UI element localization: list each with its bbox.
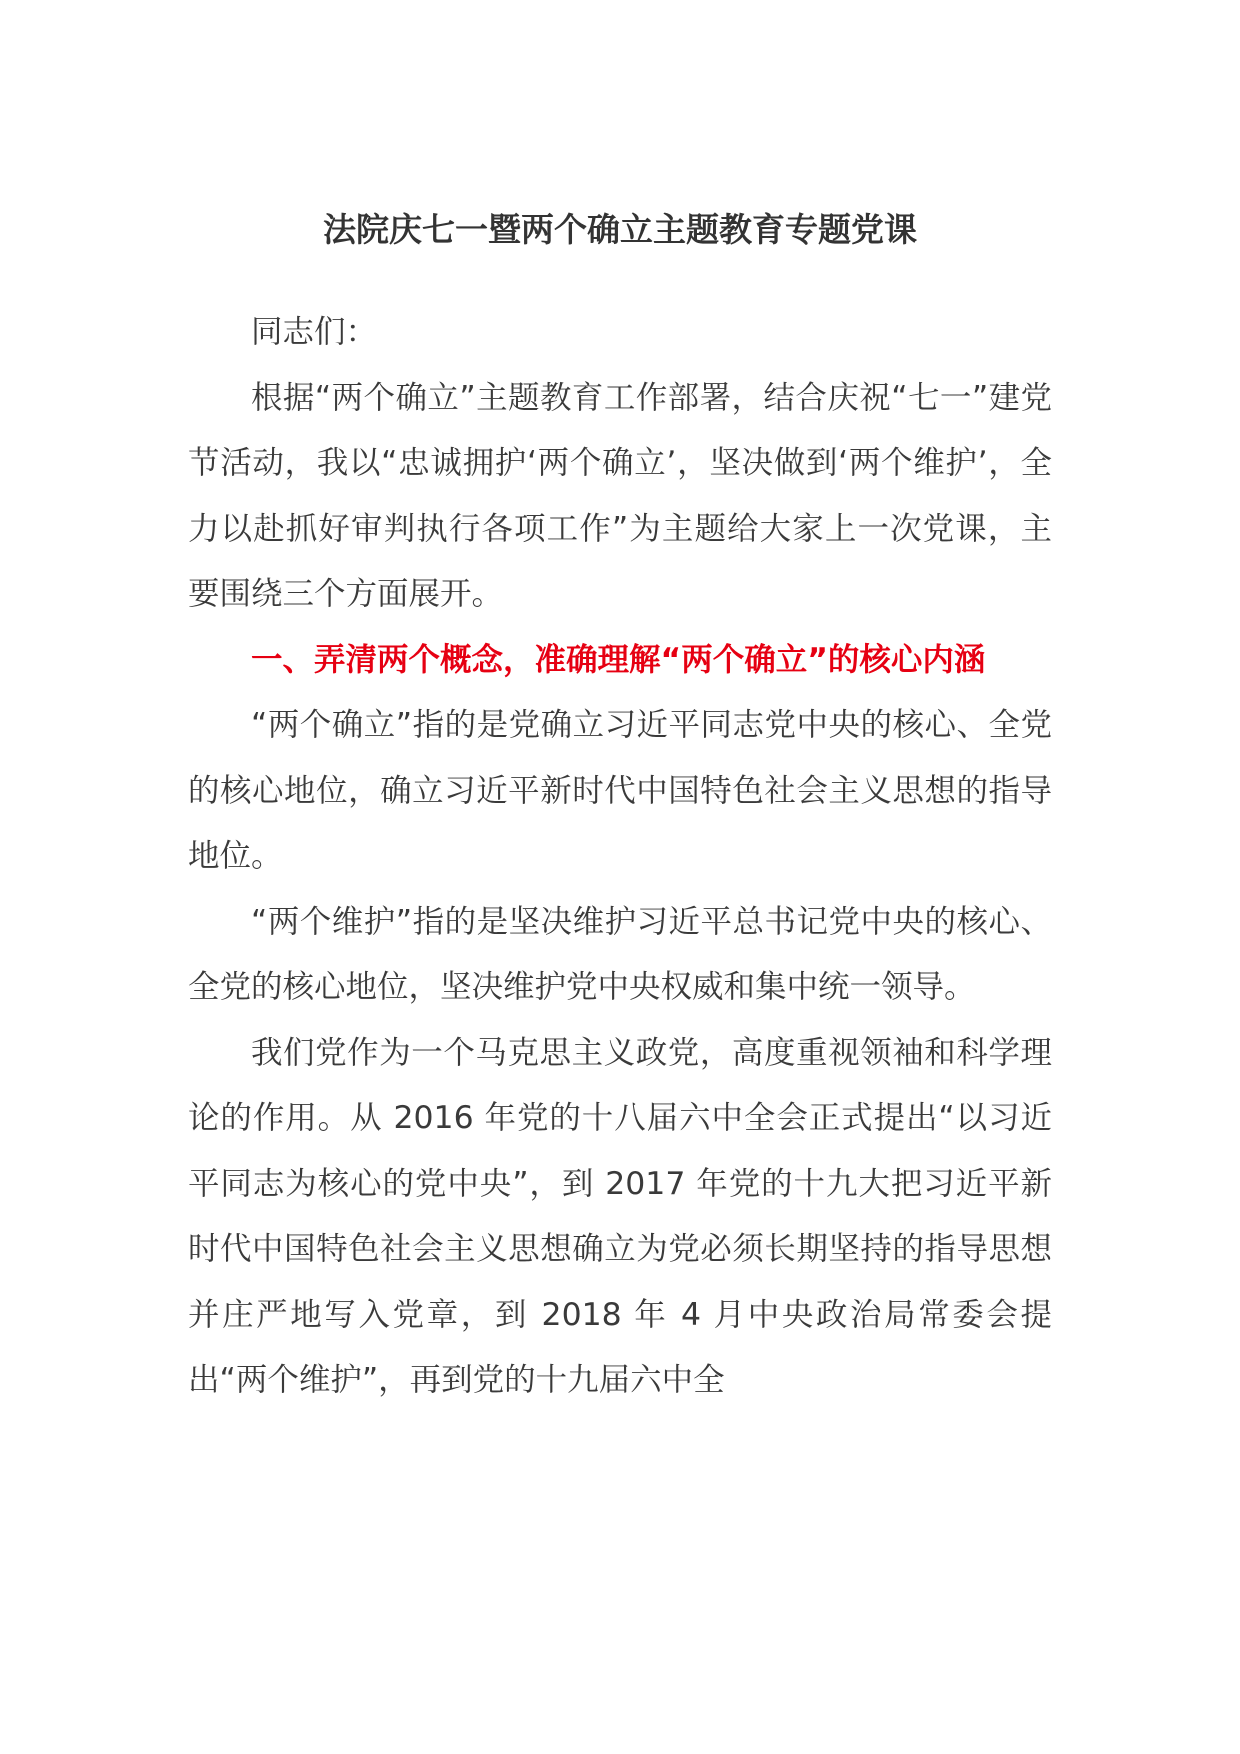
salutation: 同志们： (251, 314, 378, 350)
definition-paragraph-two-establishments: “两个确立”指的是党确立习近平同志党中央的核心、全党的核心地位，确立习近平新时代中国特色社会主义思想的指导地位。 (188, 707, 1052, 874)
document-title: 法院庆七一暨两个确立主题教育专题党课 (323, 210, 917, 249)
document-body (188, 300, 1052, 1414)
definition-paragraph-two-safeguards: “两个维护”指的是坚决维护习近平总书记党中央的核心、全党的核心地位，坚决维护党中央权威和集中统一领导。 (188, 903, 1052, 1005)
history-paragraph: 我们党作为一个马克思主义政党，高度重视领袖和科学理论的作用。从 2016 年党的十八届六中全会正式提出“以习近平同志为核心的党中央”，到 2017 年党的十九大把习近平新时代中国特色社会主义思想确立为党必须长期坚持的指导思想并庄严地写入党章，到 2018 年 4 月中央政治局常委会提出“两个维护”，再到党的十九届六中全 (188, 1034, 1052, 1398)
section-heading-1: 一、弄清两个概念，准确理解“两个确立”的核心内涵 (251, 641, 986, 678)
intro-paragraph: 根据“两个确立”主题教育工作部署，结合庆祝“七一”建党节活动，我以“忠诚拥护‘两个确立’，坚决做到‘两个维护’，全力以赴抓好审判执行各项工作”为主题给大家上一次党课，主要围绕三个方面展开。 (188, 379, 1052, 612)
